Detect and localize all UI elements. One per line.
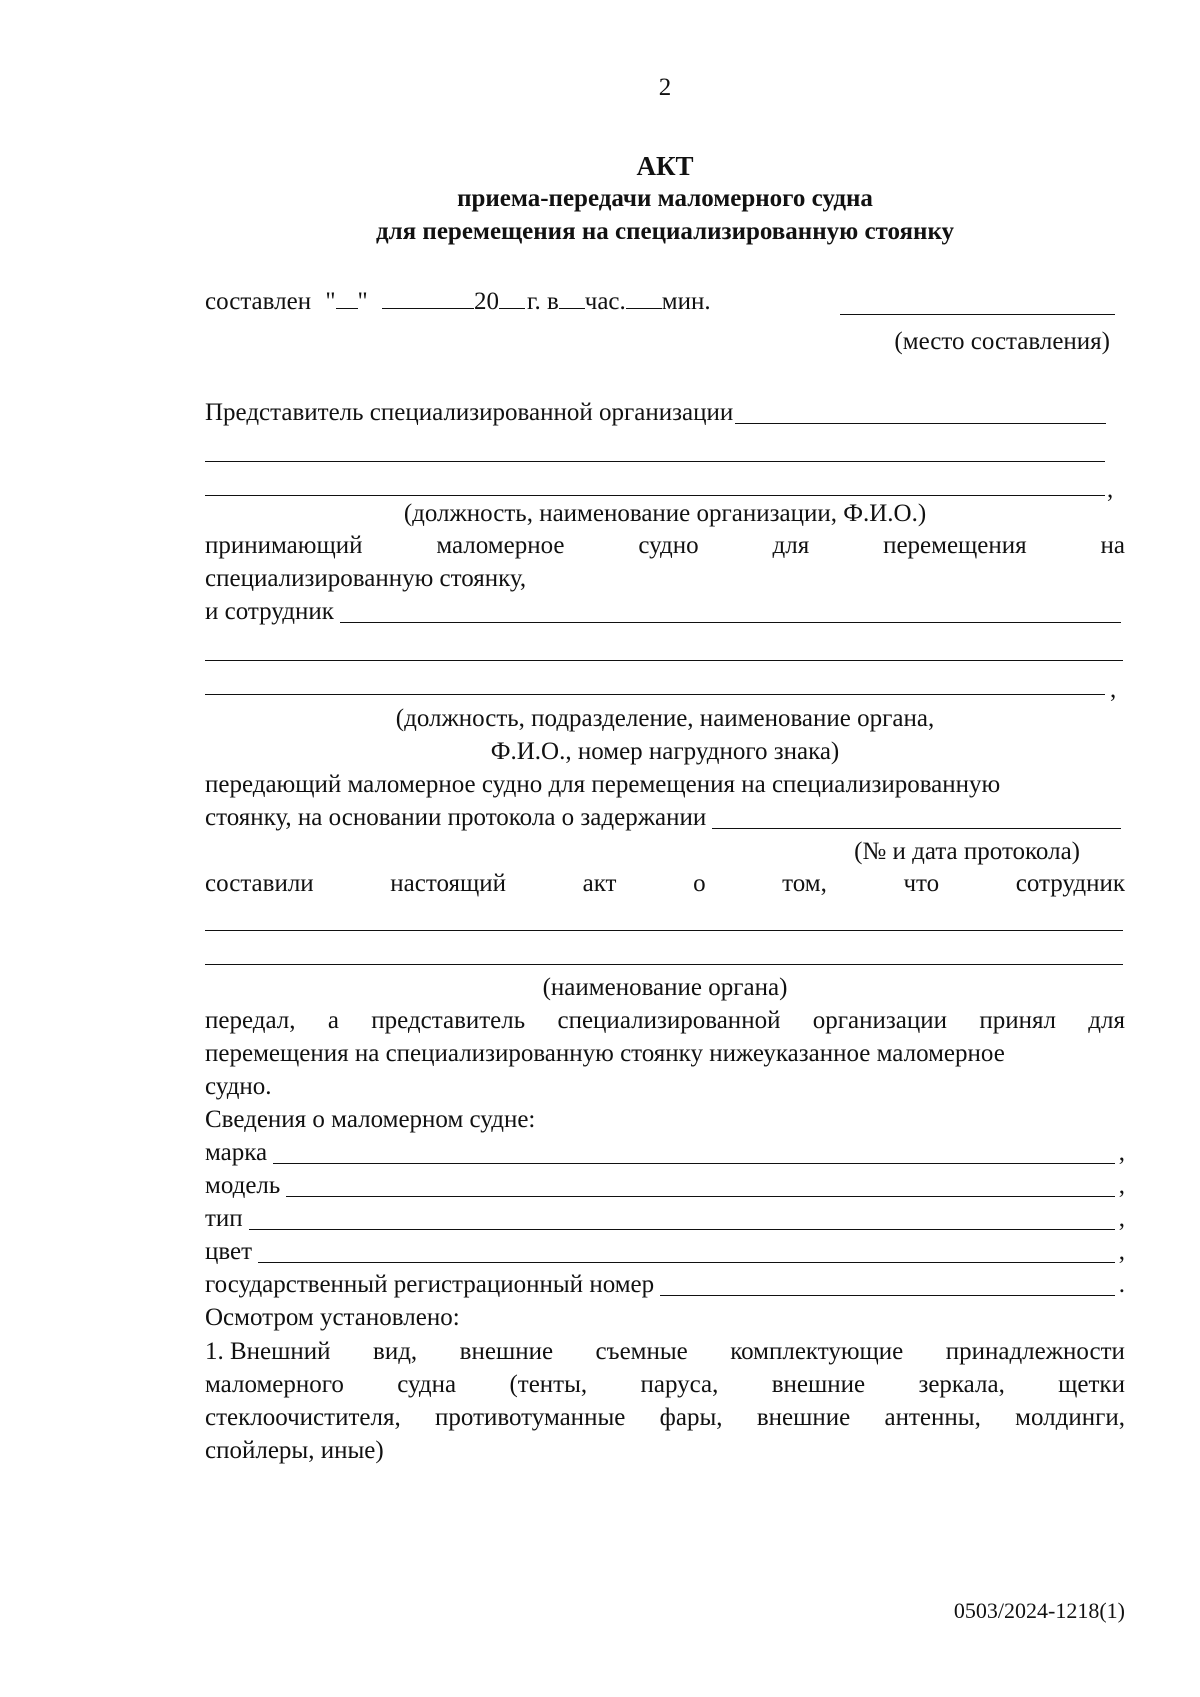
word: о bbox=[693, 870, 706, 897]
word: передал, bbox=[205, 1007, 296, 1034]
place-field[interactable] bbox=[840, 314, 1115, 315]
employee-caption-1: (должность, подразделение, наименование органа, bbox=[395, 705, 935, 732]
reg-number-label: государственный регистрационный номер bbox=[205, 1271, 655, 1298]
word: маломерного bbox=[205, 1371, 344, 1398]
brand-label: марка bbox=[205, 1139, 268, 1166]
word: вид, bbox=[373, 1338, 418, 1365]
word: противотуманные bbox=[435, 1404, 626, 1431]
passed-line-2: перемещения на специализированную стоянку нижеуказанное маломерное bbox=[205, 1040, 1005, 1067]
item1-line-1 bbox=[205, 1336, 1125, 1368]
comma-mark: , bbox=[1110, 676, 1117, 703]
document-title: АКТ bbox=[636, 151, 694, 181]
employee-row bbox=[205, 596, 1125, 628]
word: а bbox=[327, 1007, 339, 1034]
word: (тенты, bbox=[509, 1371, 588, 1398]
word: специализированной bbox=[557, 1007, 781, 1034]
g-v-text: г. в bbox=[527, 288, 559, 315]
word: том, bbox=[782, 870, 827, 897]
word: внешние bbox=[459, 1338, 554, 1365]
passed-line-3: судно. bbox=[205, 1073, 272, 1100]
vessel-heading: Сведения о маломерном судне: bbox=[205, 1106, 536, 1133]
protocol-field[interactable] bbox=[712, 806, 1121, 829]
representative-row bbox=[205, 397, 1110, 429]
employee-label: и сотрудник bbox=[205, 598, 334, 625]
inspection-heading: Осмотром установлено: bbox=[205, 1304, 460, 1331]
word: перемещения bbox=[883, 532, 1027, 559]
page-number: 2 bbox=[658, 74, 672, 101]
brand-row: марка , bbox=[205, 1137, 1125, 1169]
color-row: цвет , bbox=[205, 1236, 1125, 1268]
minutes-field[interactable] bbox=[626, 286, 662, 309]
organ-field-1[interactable] bbox=[205, 930, 1123, 931]
passed-line bbox=[205, 1005, 1125, 1037]
representative-field[interactable] bbox=[735, 401, 1106, 424]
hours-field[interactable] bbox=[559, 286, 585, 309]
protocol-caption: (№ и дата протокола) bbox=[854, 838, 1080, 865]
word: акт bbox=[582, 870, 617, 897]
employee-field[interactable] bbox=[340, 600, 1121, 623]
model-label: модель bbox=[205, 1172, 281, 1199]
item1-line-3 bbox=[205, 1402, 1125, 1434]
reg-number-field[interactable] bbox=[660, 1273, 1115, 1296]
type-field[interactable] bbox=[249, 1207, 1115, 1230]
word: внешние bbox=[771, 1371, 866, 1398]
word: зеркала, bbox=[918, 1371, 1005, 1398]
composed-line bbox=[205, 868, 1125, 900]
minutes-text: мин. bbox=[661, 288, 711, 315]
hours-text: час. bbox=[584, 288, 626, 315]
model-field[interactable] bbox=[286, 1174, 1114, 1197]
word: организации bbox=[812, 1007, 947, 1034]
representative-label: Представитель специализированной организации bbox=[205, 399, 734, 426]
word: для bbox=[1088, 1007, 1125, 1034]
word: комплектующие bbox=[730, 1338, 904, 1365]
word: составили bbox=[205, 870, 314, 897]
document-subtitle-2: для перемещения на специализированную стоянку bbox=[375, 218, 954, 245]
word: молдинги, bbox=[1015, 1404, 1125, 1431]
year-field[interactable] bbox=[499, 286, 525, 309]
place-caption: (место составления) bbox=[894, 328, 1110, 355]
item1-line-2 bbox=[205, 1369, 1125, 1401]
employee-field-3[interactable] bbox=[205, 694, 1105, 695]
accepting-line bbox=[205, 530, 1125, 562]
comma-mark: , bbox=[1107, 476, 1114, 503]
organ-caption: (наименование органа) bbox=[542, 974, 788, 1001]
word: представитель bbox=[371, 1007, 526, 1034]
word: стеклоочистителя, bbox=[205, 1404, 401, 1431]
representative-field-2[interactable] bbox=[205, 461, 1105, 462]
word: 1. Внешний bbox=[205, 1338, 331, 1365]
brand-field[interactable] bbox=[273, 1141, 1115, 1164]
color-label: цвет bbox=[205, 1238, 253, 1265]
accepting-line-2: специализированную стоянку, bbox=[205, 565, 527, 592]
representative-caption: (должность, наименование организации, Ф.И.О.) bbox=[403, 500, 927, 527]
reg-number-row: государственный регистрационный номер . bbox=[205, 1269, 1125, 1301]
word: щетки bbox=[1058, 1371, 1125, 1398]
year-prefix: 20 bbox=[474, 288, 500, 315]
document-code: 0503/2024-1218(1) bbox=[953, 1598, 1125, 1623]
word: съемные bbox=[595, 1338, 688, 1365]
employee-field-2[interactable] bbox=[205, 660, 1123, 661]
type-label: тип bbox=[205, 1205, 243, 1232]
employee-caption-2: Ф.И.О., номер нагрудного знака) bbox=[490, 738, 840, 765]
word: настоящий bbox=[390, 870, 506, 897]
word: принял bbox=[979, 1007, 1056, 1034]
day-field[interactable] bbox=[336, 286, 358, 309]
word: внешние bbox=[756, 1404, 851, 1431]
word: фары, bbox=[659, 1404, 723, 1431]
item1-line-4: спойлеры, иные) bbox=[205, 1437, 384, 1464]
word: судна bbox=[397, 1371, 457, 1398]
word: судно bbox=[638, 532, 699, 559]
basis-label: стоянку, на основании протокола о задержании bbox=[205, 804, 707, 831]
word: для bbox=[772, 532, 810, 559]
word: на bbox=[1100, 532, 1125, 559]
word: паруса, bbox=[640, 1371, 719, 1398]
basis-row bbox=[205, 802, 1125, 834]
compiled-word: составлен bbox=[205, 288, 312, 315]
word: сотрудник bbox=[1015, 870, 1125, 897]
type-row: тип , bbox=[205, 1203, 1125, 1235]
word: что bbox=[903, 870, 940, 897]
document-subtitle-1: приема-передачи маломерного судна bbox=[457, 185, 873, 212]
representative-field-3[interactable] bbox=[205, 495, 1105, 496]
transferring-line: передающий маломерное судно для перемещения на специализированную bbox=[205, 771, 1001, 798]
word: принадлежности bbox=[945, 1338, 1125, 1365]
word: маломерное bbox=[436, 532, 565, 559]
word: принимающий bbox=[205, 532, 363, 559]
word: антенны, bbox=[884, 1404, 981, 1431]
model-row: модель , bbox=[205, 1170, 1125, 1202]
color-field[interactable] bbox=[258, 1240, 1115, 1263]
quote-open: " bbox=[325, 288, 336, 315]
month-field[interactable] bbox=[382, 286, 474, 309]
quote-close: " bbox=[357, 288, 368, 315]
organ-field-2[interactable] bbox=[205, 964, 1123, 965]
